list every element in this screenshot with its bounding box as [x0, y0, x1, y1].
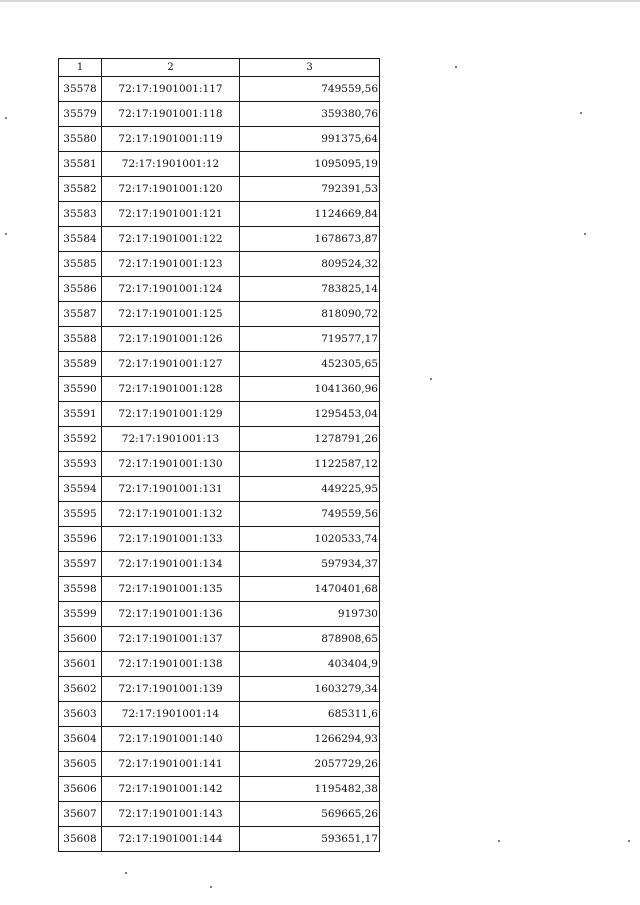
- row-number-cell: 35598: [59, 577, 102, 602]
- table-row: [59, 752, 380, 777]
- table-row: [59, 577, 380, 602]
- table-row: [59, 502, 380, 527]
- row-number-cell: 35580: [59, 127, 102, 152]
- scan-speck: [628, 840, 630, 842]
- cadastral-number-cell: 72:17:1901001:144: [102, 827, 240, 852]
- cadastral-number-cell: 72:17:1901001:120: [102, 177, 240, 202]
- scan-speck: [455, 66, 457, 68]
- cadastral-number-cell: 72:17:1901001:126: [102, 327, 240, 352]
- table-row: [59, 827, 380, 852]
- cadastral-number-cell: 72:17:1901001:140: [102, 727, 240, 752]
- cadastral-value-cell: 1295453,04: [240, 402, 380, 427]
- scan-speck: [210, 886, 212, 888]
- cadastral-value-cell: 991375,64: [240, 127, 380, 152]
- cadastral-number-cell: 72:17:1901001:117: [102, 77, 240, 102]
- cadastral-value-cell: 593651,17: [240, 827, 380, 852]
- scan-speck: [5, 117, 7, 119]
- cadastral-number-cell: 72:17:1901001:127: [102, 352, 240, 377]
- cadastral-value-cell: 818090,72: [240, 302, 380, 327]
- cadastral-number-cell: 72:17:1901001:143: [102, 802, 240, 827]
- table-row: [59, 202, 380, 227]
- cadastral-value-cell: 569665,26: [240, 802, 380, 827]
- table-row: [59, 602, 380, 627]
- cadastral-number-cell: 72:17:1901001:128: [102, 377, 240, 402]
- row-number-cell: 35589: [59, 352, 102, 377]
- cadastral-value-cell: 2057729,26: [240, 752, 380, 777]
- column-header-3: 3: [240, 59, 380, 77]
- cadastral-value-cell: 1095095,19: [240, 152, 380, 177]
- cadastral-value-cell: 359380,76: [240, 102, 380, 127]
- cadastral-value-cell: 783825,14: [240, 277, 380, 302]
- cadastral-number-cell: 72:17:1901001:12: [102, 152, 240, 177]
- row-number-cell: 35591: [59, 402, 102, 427]
- cadastral-number-cell: 72:17:1901001:129: [102, 402, 240, 427]
- column-header-1: 1: [59, 59, 102, 77]
- cadastral-value-cell: 1122587,12: [240, 452, 380, 477]
- cadastral-number-cell: 72:17:1901001:131: [102, 477, 240, 502]
- row-number-cell: 35579: [59, 102, 102, 127]
- cadastral-value-cell: 919730: [240, 602, 380, 627]
- row-number-cell: 35584: [59, 227, 102, 252]
- cadastral-number-cell: 72:17:1901001:123: [102, 252, 240, 277]
- row-number-cell: 35602: [59, 677, 102, 702]
- cadastral-number-cell: 72:17:1901001:14: [102, 702, 240, 727]
- row-number-cell: 35608: [59, 827, 102, 852]
- cadastral-value-cell: 749559,56: [240, 77, 380, 102]
- scan-top-edge: [0, 0, 640, 2]
- table-row: [59, 102, 380, 127]
- row-number-cell: 35595: [59, 502, 102, 527]
- table-row: [59, 327, 380, 352]
- scan-speck: [125, 872, 127, 874]
- cadastral-value-cell: 403404,9: [240, 652, 380, 677]
- cadastral-value-cell: 1020533,74: [240, 527, 380, 552]
- cadastral-value-cell: 452305,65: [240, 352, 380, 377]
- row-number-cell: 35596: [59, 527, 102, 552]
- row-number-cell: 35590: [59, 377, 102, 402]
- row-number-cell: 35585: [59, 252, 102, 277]
- table-header: [59, 59, 380, 77]
- cadastral-number-cell: 72:17:1901001:134: [102, 552, 240, 577]
- cadastral-value-table: [58, 58, 380, 852]
- scan-speck: [5, 233, 7, 235]
- cadastral-number-cell: 72:17:1901001:119: [102, 127, 240, 152]
- table-row: [59, 377, 380, 402]
- row-number-cell: 35578: [59, 77, 102, 102]
- table-row: [59, 352, 380, 377]
- row-number-cell: 35600: [59, 627, 102, 652]
- table-row: [59, 252, 380, 277]
- row-number-cell: 35605: [59, 752, 102, 777]
- row-number-cell: 35597: [59, 552, 102, 577]
- table-row: [59, 552, 380, 577]
- row-number-cell: 35582: [59, 177, 102, 202]
- table-row: [59, 702, 380, 727]
- scan-speck: [580, 112, 582, 114]
- row-number-cell: 35586: [59, 277, 102, 302]
- row-number-cell: 35587: [59, 302, 102, 327]
- table-row: [59, 527, 380, 552]
- header-row: [59, 59, 380, 77]
- scan-speck: [498, 840, 500, 842]
- cadastral-number-cell: 72:17:1901001:124: [102, 277, 240, 302]
- cadastral-number-cell: 72:17:1901001:139: [102, 677, 240, 702]
- cadastral-value-cell: 1124669,84: [240, 202, 380, 227]
- table-row: [59, 127, 380, 152]
- row-number-cell: 35601: [59, 652, 102, 677]
- cadastral-number-cell: 72:17:1901001:122: [102, 227, 240, 252]
- table-row: [59, 302, 380, 327]
- cadastral-number-cell: 72:17:1901001:135: [102, 577, 240, 602]
- cadastral-number-cell: 72:17:1901001:137: [102, 627, 240, 652]
- cadastral-value-cell: 1470401,68: [240, 577, 380, 602]
- cadastral-value-cell: 719577,17: [240, 327, 380, 352]
- cadastral-number-cell: 72:17:1901001:118: [102, 102, 240, 127]
- row-number-cell: 35607: [59, 802, 102, 827]
- table-row: [59, 227, 380, 252]
- cadastral-number-cell: 72:17:1901001:13: [102, 427, 240, 452]
- cadastral-number-cell: 72:17:1901001:136: [102, 602, 240, 627]
- cadastral-number-cell: 72:17:1901001:138: [102, 652, 240, 677]
- cadastral-value-cell: 449225,95: [240, 477, 380, 502]
- cadastral-number-cell: 72:17:1901001:121: [102, 202, 240, 227]
- table-row: [59, 77, 380, 102]
- cadastral-value-cell: 1603279,34: [240, 677, 380, 702]
- table-row: [59, 727, 380, 752]
- cadastral-value-cell: 597934,37: [240, 552, 380, 577]
- table-row: [59, 627, 380, 652]
- row-number-cell: 35592: [59, 427, 102, 452]
- table-row: [59, 652, 380, 677]
- cadastral-value-cell: 809524,32: [240, 252, 380, 277]
- table-row: [59, 152, 380, 177]
- cadastral-number-cell: 72:17:1901001:142: [102, 777, 240, 802]
- cadastral-number-cell: 72:17:1901001:130: [102, 452, 240, 477]
- cadastral-number-cell: 72:17:1901001:141: [102, 752, 240, 777]
- table-row: [59, 477, 380, 502]
- row-number-cell: 35594: [59, 477, 102, 502]
- cadastral-value-cell: 878908,65: [240, 627, 380, 652]
- row-number-cell: 35599: [59, 602, 102, 627]
- cadastral-value-cell: 1195482,38: [240, 777, 380, 802]
- cadastral-number-cell: 72:17:1901001:132: [102, 502, 240, 527]
- table-row: [59, 177, 380, 202]
- row-number-cell: 35604: [59, 727, 102, 752]
- table-row: [59, 427, 380, 452]
- row-number-cell: 35581: [59, 152, 102, 177]
- table-row: [59, 452, 380, 477]
- cadastral-value-cell: 749559,56: [240, 502, 380, 527]
- cadastral-value-cell: 1278791,26: [240, 427, 380, 452]
- cadastral-value-cell: 1041360,96: [240, 377, 380, 402]
- row-number-cell: 35583: [59, 202, 102, 227]
- scan-speck: [584, 233, 586, 235]
- column-header-2: 2: [102, 59, 240, 77]
- table-body: [59, 77, 380, 852]
- row-number-cell: 35588: [59, 327, 102, 352]
- table-row: [59, 402, 380, 427]
- cadastral-value-cell: 792391,53: [240, 177, 380, 202]
- cadastral-number-cell: 72:17:1901001:133: [102, 527, 240, 552]
- cadastral-value-cell: 1678673,87: [240, 227, 380, 252]
- row-number-cell: 35606: [59, 777, 102, 802]
- scan-speck: [430, 378, 432, 380]
- table-row: [59, 777, 380, 802]
- row-number-cell: 35593: [59, 452, 102, 477]
- row-number-cell: 35603: [59, 702, 102, 727]
- cadastral-number-cell: 72:17:1901001:125: [102, 302, 240, 327]
- table-row: [59, 802, 380, 827]
- cadastral-value-cell: 1266294,93: [240, 727, 380, 752]
- table-row: [59, 277, 380, 302]
- cadastral-value-cell: 685311,6: [240, 702, 380, 727]
- table-row: [59, 677, 380, 702]
